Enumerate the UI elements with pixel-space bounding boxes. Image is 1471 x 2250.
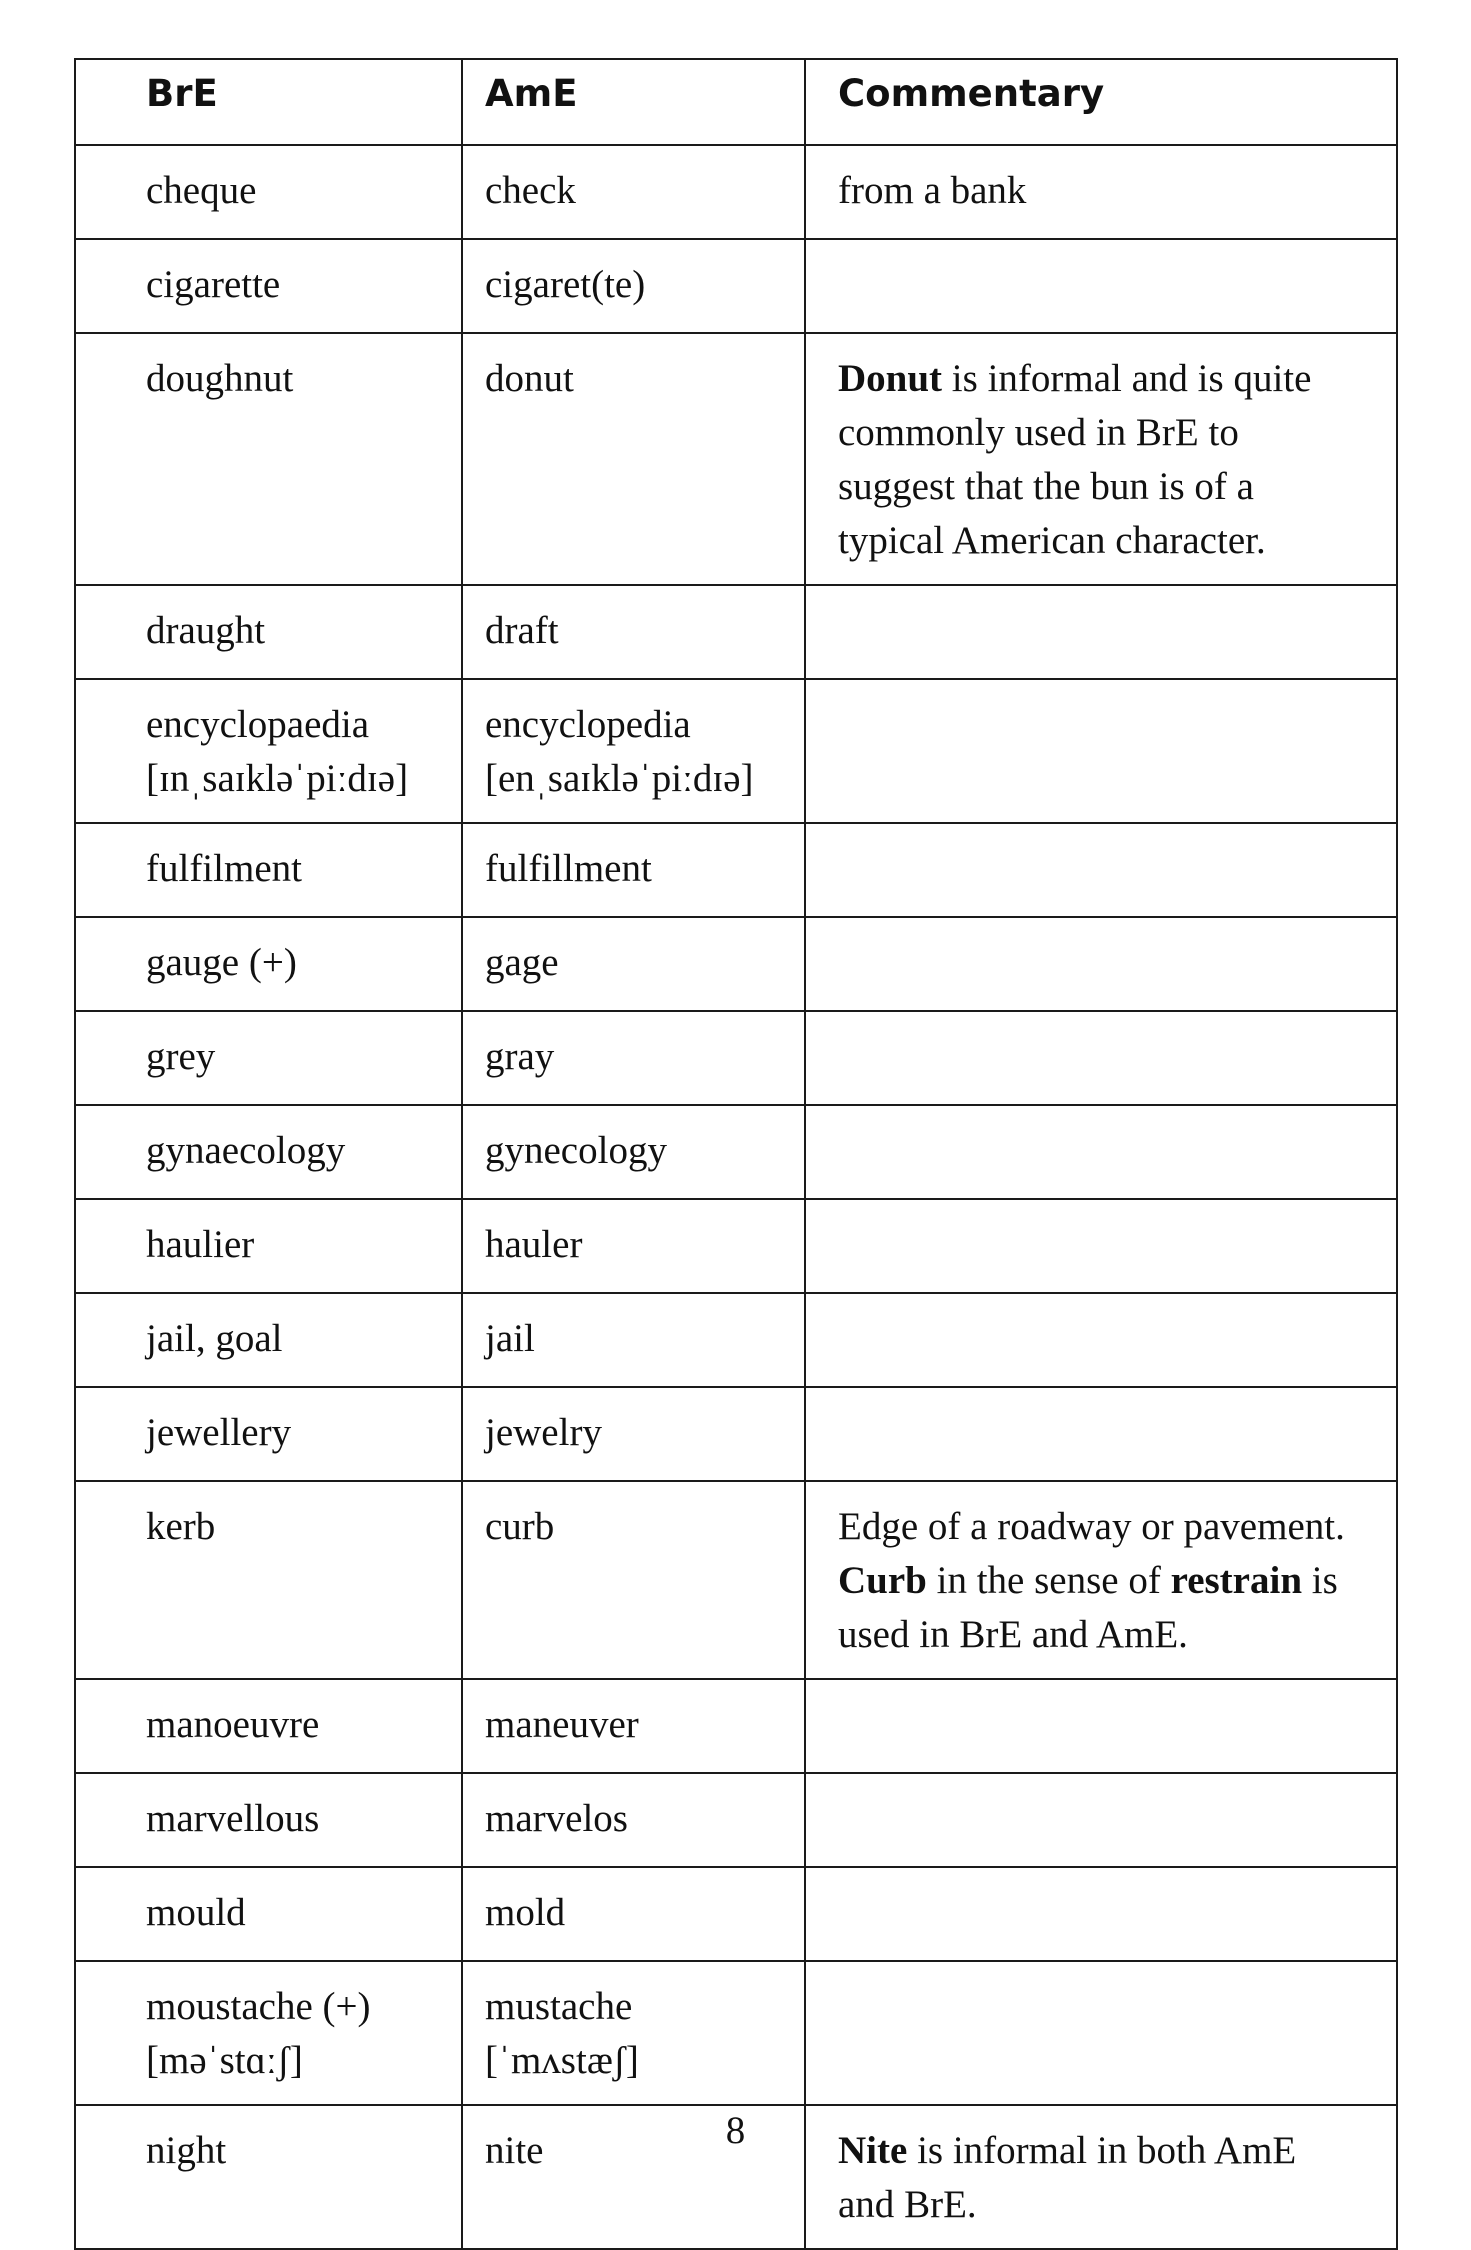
- ame-line: encyclopedia: [485, 703, 691, 746]
- cell-bre: [75, 1387, 462, 1481]
- bre-line: haulier: [146, 1223, 255, 1266]
- cell-ame: [462, 1293, 805, 1387]
- commentary-line: typical American character.: [838, 519, 1266, 562]
- cell-ame: [462, 1199, 805, 1293]
- spelling-comparison-table: [74, 58, 1398, 2250]
- cell-bre: [75, 1011, 462, 1105]
- header-commentary: Commentary: [805, 59, 1397, 145]
- ame-line: hauler: [485, 1223, 583, 1266]
- commentary-line: from a bank: [838, 169, 1027, 212]
- bold-term: Curb: [838, 1559, 927, 1602]
- bre-line: jail, goal: [146, 1317, 283, 1360]
- cell-ame: [462, 1105, 805, 1199]
- bre-line: cheque: [146, 169, 257, 212]
- table-row: [75, 1867, 1397, 1961]
- ame-line: curb: [485, 1505, 555, 1548]
- ame-line: [ˈmʌstæʃ]: [485, 2039, 639, 2082]
- bre-line: doughnut: [146, 357, 294, 400]
- cell-commentary: [805, 1867, 1397, 1961]
- page-number: 8: [725, 2109, 746, 2152]
- table-row: [75, 1961, 1397, 2105]
- cell-commentary: [805, 1199, 1397, 1293]
- cell-bre: [75, 1679, 462, 1773]
- bold-term: restrain: [1170, 1559, 1303, 1602]
- ame-line: gynecology: [485, 1129, 667, 1172]
- ame-line: nite: [485, 2129, 544, 2172]
- table-row: [75, 823, 1397, 917]
- cell-ame: [462, 333, 805, 585]
- ame-line: jail: [485, 1317, 535, 1360]
- cell-commentary: [805, 1679, 1397, 1773]
- table-row: [75, 1481, 1397, 1679]
- cell-bre: [75, 145, 462, 239]
- cell-bre: [75, 1481, 462, 1679]
- ame-line: mustache: [485, 1985, 633, 2028]
- bre-line: night: [146, 2129, 227, 2172]
- cell-bre: [75, 823, 462, 917]
- bre-line: fulfilment: [146, 847, 302, 890]
- bre-line: moustache (+): [146, 1985, 371, 2028]
- cell-commentary: [805, 1773, 1397, 1867]
- ame-line: gage: [485, 941, 559, 984]
- ame-line: fulfillment: [485, 847, 652, 890]
- cell-commentary: [805, 1011, 1397, 1105]
- cell-bre: [75, 917, 462, 1011]
- cell-ame: [462, 679, 805, 823]
- bre-line: grey: [146, 1035, 216, 1078]
- cell-ame: [462, 917, 805, 1011]
- bold-term: Donut: [838, 357, 943, 400]
- table-row: [75, 1679, 1397, 1773]
- table-row: [75, 333, 1397, 585]
- cell-ame: [462, 1011, 805, 1105]
- cell-bre: [75, 1773, 462, 1867]
- cell-commentary: [805, 585, 1397, 679]
- table-row: [75, 1199, 1397, 1293]
- cell-commentary: [805, 823, 1397, 917]
- ame-line: mold: [485, 1891, 566, 1934]
- cell-commentary: [805, 1293, 1397, 1387]
- cell-bre: [75, 1293, 462, 1387]
- bre-line: encyclopaedia: [146, 703, 370, 746]
- bre-line: gynaecology: [146, 1129, 346, 1172]
- cell-bre: [75, 585, 462, 679]
- cell-bre: [75, 239, 462, 333]
- cell-ame: [462, 1387, 805, 1481]
- cell-bre: [75, 1199, 462, 1293]
- bre-line: mould: [146, 1891, 246, 1934]
- commentary-line: Nite is informal in both AmE: [838, 2129, 1297, 2172]
- cell-bre: [75, 333, 462, 585]
- bre-line: marvellous: [146, 1797, 320, 1840]
- bre-line: draught: [146, 609, 266, 652]
- table-row: [75, 145, 1397, 239]
- cell-bre: [75, 1867, 462, 1961]
- cell-commentary: [805, 1387, 1397, 1481]
- ame-line: check: [485, 169, 576, 212]
- ame-line: maneuver: [485, 1703, 639, 1746]
- cell-commentary: [805, 333, 1397, 585]
- table-row: [75, 239, 1397, 333]
- table-body: [75, 145, 1397, 2249]
- ame-line: draft: [485, 609, 559, 652]
- bre-line: jewellery: [146, 1411, 292, 1454]
- cell-ame: [462, 145, 805, 239]
- cell-ame: [462, 239, 805, 333]
- header-ame: AmE: [462, 59, 805, 145]
- ame-line: gray: [485, 1035, 555, 1078]
- bre-line: [məˈstɑːʃ]: [146, 2039, 303, 2082]
- cell-commentary: [805, 239, 1397, 333]
- table-header: [75, 59, 1397, 145]
- table-row: [75, 1011, 1397, 1105]
- cell-commentary: [805, 1105, 1397, 1199]
- bre-line: kerb: [146, 1505, 216, 1548]
- table-row: [75, 679, 1397, 823]
- cell-ame: [462, 1961, 805, 2105]
- ame-line: [enˌsaɪkləˈpiːdɪə]: [485, 757, 754, 800]
- cell-ame: [462, 1481, 805, 1679]
- cell-ame: [462, 1773, 805, 1867]
- cell-bre: [75, 1105, 462, 1199]
- table-row: [75, 917, 1397, 1011]
- commentary-line: Edge of a roadway or pavement.: [838, 1505, 1345, 1548]
- bre-line: manoeuvre: [146, 1703, 320, 1746]
- header-row: [75, 59, 1397, 145]
- cell-ame: [462, 585, 805, 679]
- commentary-line: suggest that the bun is of a: [838, 465, 1254, 508]
- table-row: [75, 585, 1397, 679]
- commentary-line: and BrE.: [838, 2183, 977, 2226]
- commentary-line: commonly used in BrE to: [838, 411, 1239, 454]
- ame-line: marvelos: [485, 1797, 628, 1840]
- cell-bre: [75, 679, 462, 823]
- cell-bre: [75, 1961, 462, 2105]
- commentary-line: Curb in the sense of restrain is: [838, 1559, 1338, 1602]
- cell-ame: [462, 823, 805, 917]
- bre-line: cigarette: [146, 263, 281, 306]
- ame-line: cigaret(te): [485, 263, 646, 306]
- cell-commentary: [805, 145, 1397, 239]
- commentary-line: used in BrE and AmE.: [838, 1613, 1188, 1656]
- ame-line: donut: [485, 357, 574, 400]
- bre-line: gauge (+): [146, 941, 297, 984]
- commentary-line: Donut is informal and is quite: [838, 357, 1312, 400]
- table-row: [75, 1293, 1397, 1387]
- cell-commentary: [805, 679, 1397, 823]
- ame-line: jewelry: [485, 1411, 602, 1454]
- cell-commentary: [805, 1961, 1397, 2105]
- cell-commentary: [805, 917, 1397, 1011]
- table-row: [75, 1773, 1397, 1867]
- bre-line: [ɪnˌsaɪkləˈpiːdɪə]: [146, 757, 409, 800]
- table-row: [75, 1105, 1397, 1199]
- bold-term: Nite: [838, 2129, 908, 2172]
- table-row: [75, 1387, 1397, 1481]
- cell-ame: [462, 1679, 805, 1773]
- cell-ame: [462, 1867, 805, 1961]
- cell-commentary: [805, 1481, 1397, 1679]
- header-bre: BrE: [75, 59, 462, 145]
